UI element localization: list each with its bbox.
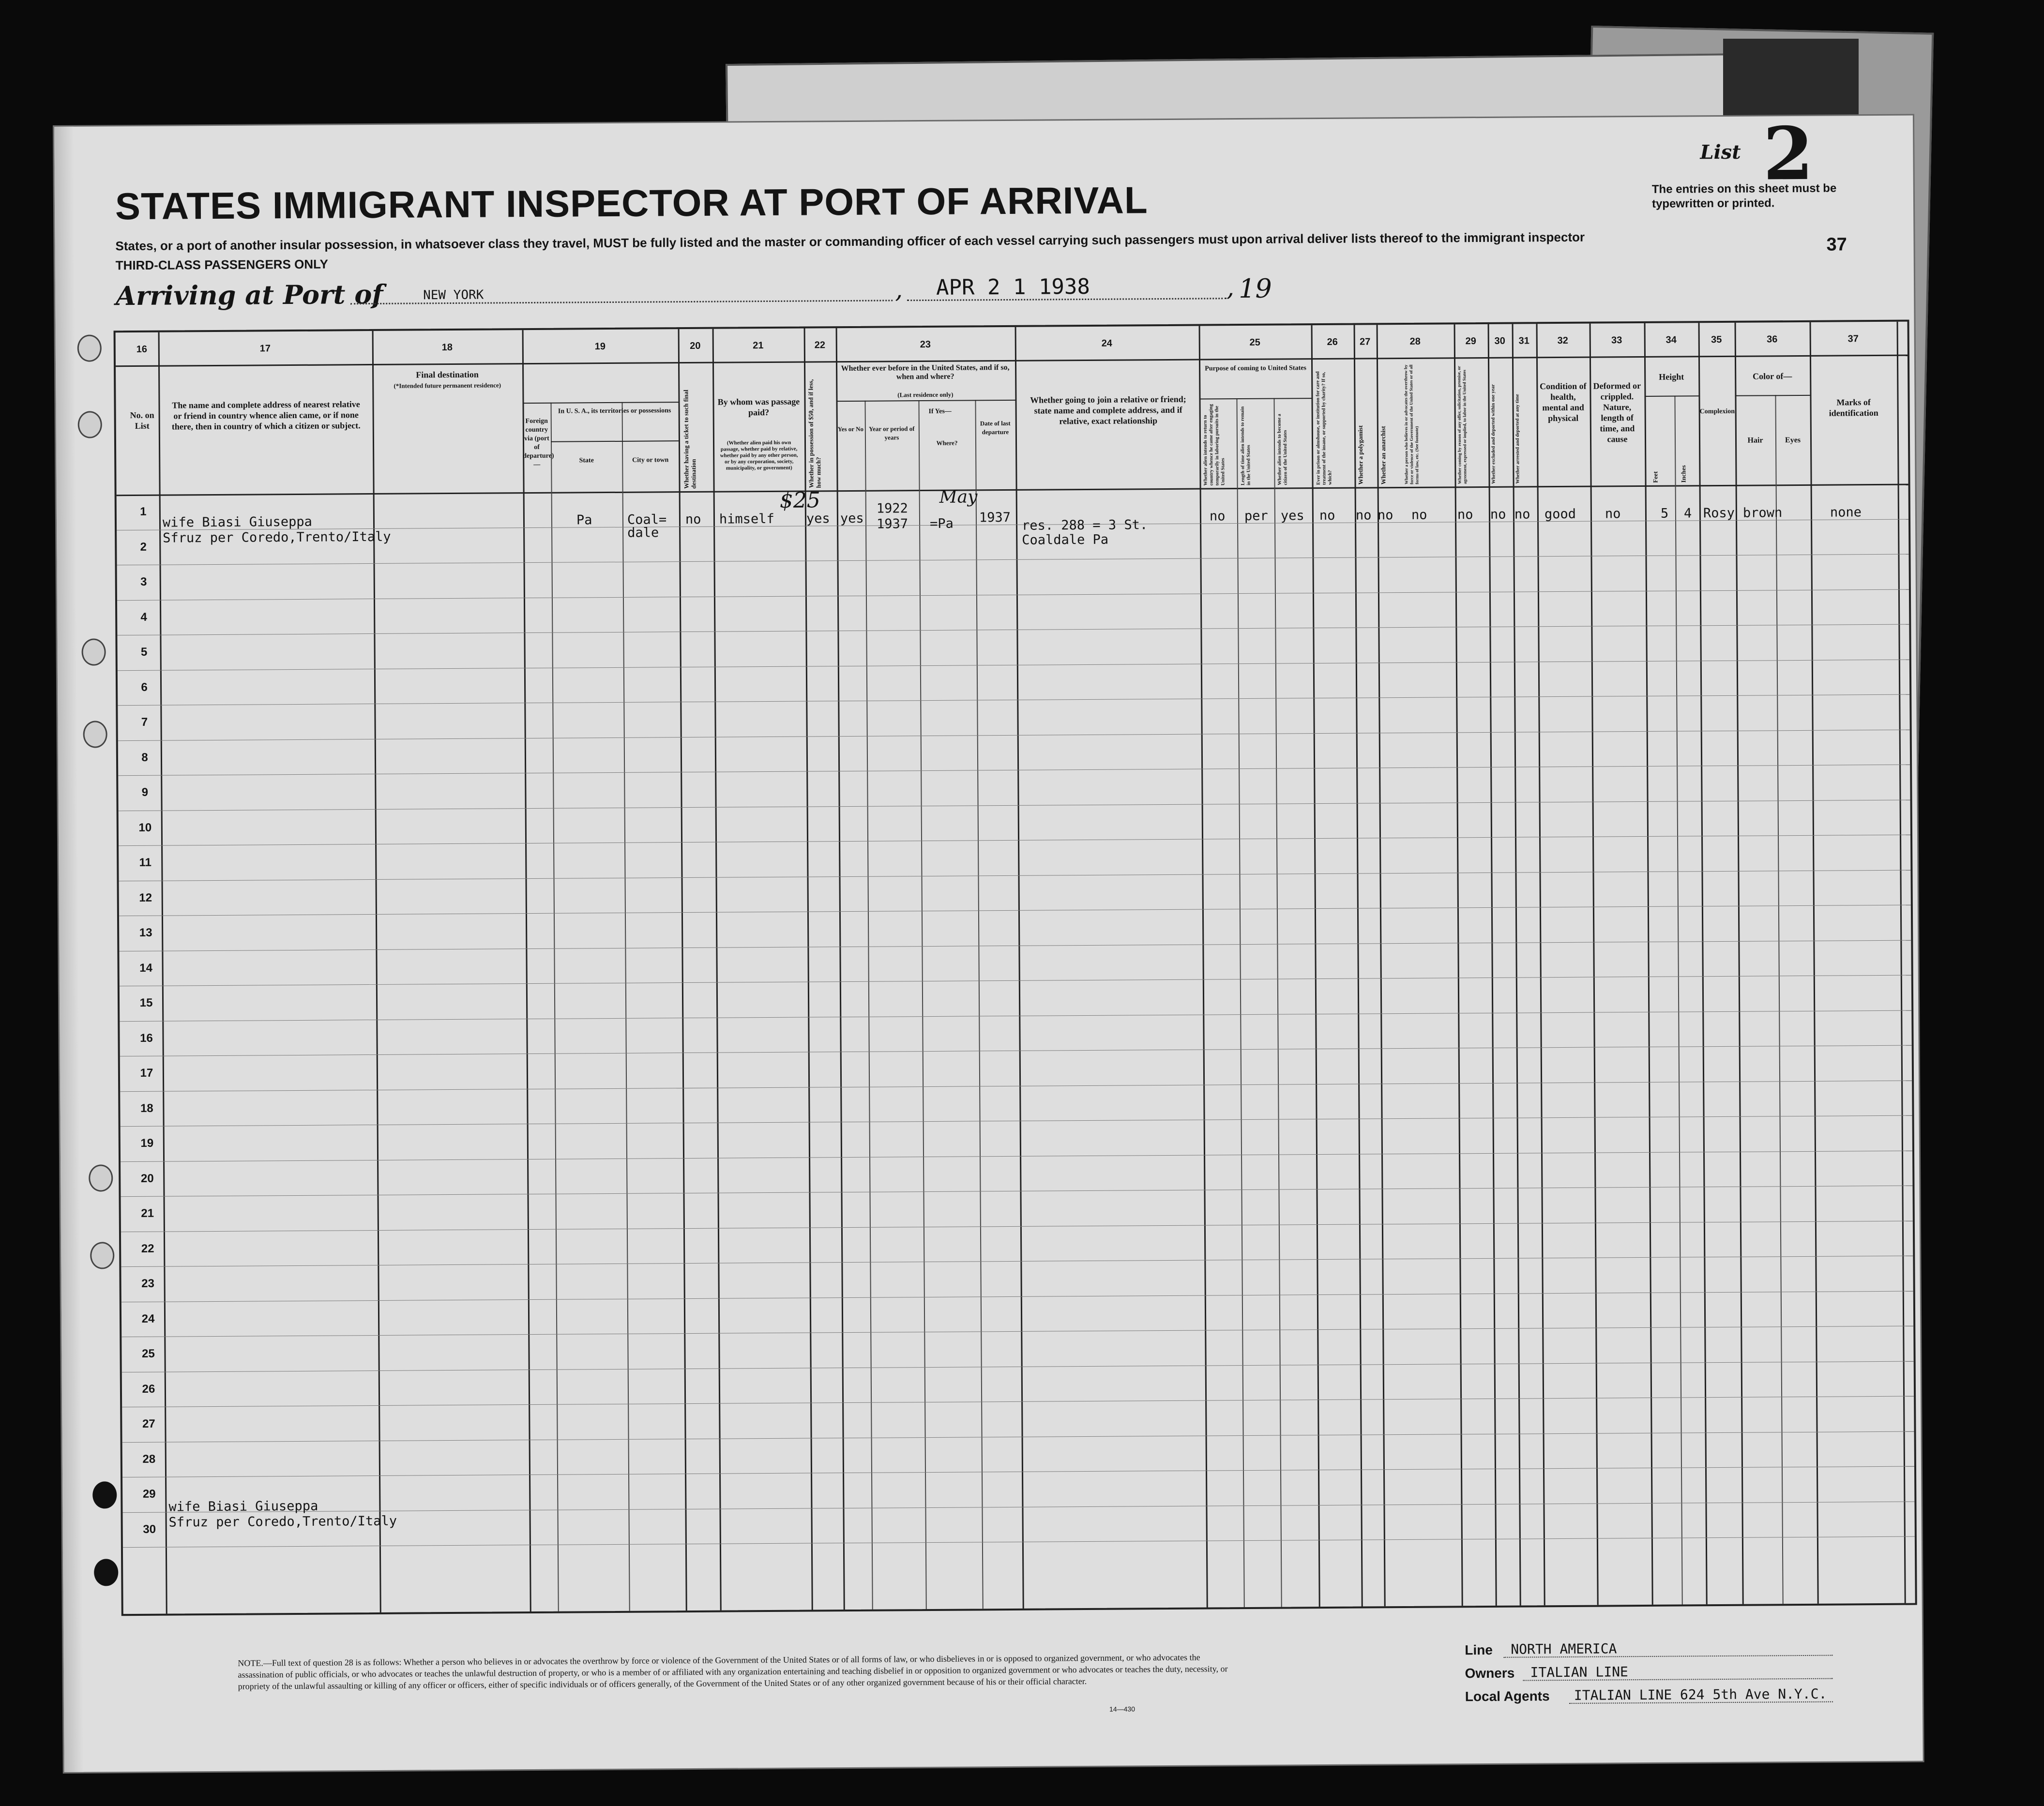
col-22-date: Date of last departure	[980, 419, 1011, 436]
table-row	[119, 870, 1911, 881]
entry-purpose-c: yes	[1280, 508, 1304, 524]
column-divider	[1199, 326, 1208, 1608]
instruction-text: States, or a port of another insular possession, in whatsoever class they travel, MUST be fully listed and the master or commanding officer of each vessel carrying such passengers must upon arrival deliver lists thereof to the immigrant inspector	[115, 229, 1585, 254]
table-row	[118, 694, 1909, 706]
entry-anarchist: no	[1377, 508, 1393, 523]
col-36-title: Color of—	[1753, 371, 1792, 381]
punch-hole	[81, 638, 106, 665]
row-number: 23	[141, 1277, 155, 1290]
column-divider	[372, 331, 381, 1612]
row-number: 28	[142, 1452, 156, 1466]
column-number: 29	[1465, 336, 1476, 347]
column-number: 30	[1494, 335, 1505, 346]
column-number: 37	[1847, 333, 1859, 345]
row-number: 12	[139, 891, 152, 904]
col-31-header: Whether arrested and deported at any time	[1514, 394, 1521, 484]
manifest-sheet	[54, 111, 1923, 1772]
col-20-subtitle: (Whether alien paid his own passage, whether paid by relative, whether paid by any other person, or by any corporation, society, municipality, or government)	[720, 439, 798, 471]
agents-label: Local Agents	[1465, 1688, 1550, 1704]
table-row	[121, 1256, 1913, 1267]
row-number: 9	[141, 785, 149, 799]
table-row	[117, 589, 1909, 601]
table-row	[122, 1498, 1914, 1515]
row-number: 25	[142, 1347, 155, 1360]
table-row	[123, 1536, 1915, 1548]
col-24-b: Length of time alien intends to remain in the United States	[1240, 406, 1252, 486]
table-row	[122, 1431, 1914, 1443]
row-number: 1	[140, 505, 147, 518]
line-label: Line	[1465, 1642, 1493, 1658]
list-number: 2	[1762, 111, 1814, 197]
port-value: NEW YORK	[423, 287, 484, 303]
column-divider	[864, 401, 873, 1610]
entry-years: 1922	[876, 501, 908, 516]
row-number: 29	[142, 1487, 156, 1501]
sheet-edge	[54, 127, 84, 1772]
column-divider	[918, 400, 926, 1609]
owners-label: Owners	[1465, 1665, 1515, 1681]
column-number: 20	[690, 340, 701, 351]
column-number: 34	[1665, 334, 1677, 346]
table-row	[121, 1291, 1913, 1302]
column-divider	[550, 403, 559, 1611]
comma: ,	[894, 275, 903, 304]
column-number: 31	[1518, 335, 1529, 346]
entry-where: =Pa	[929, 516, 954, 531]
table-row	[120, 1010, 1911, 1022]
row-number: 27	[142, 1417, 155, 1430]
table-row	[122, 1361, 1914, 1372]
list-note: The entries on this sheet must be typewritten or printed.	[1651, 181, 1837, 211]
column-divider	[522, 330, 531, 1611]
year-prefix: 19	[1238, 273, 1272, 304]
col-37-header: Marks of identification	[1829, 397, 1878, 418]
row-number: 26	[142, 1382, 155, 1396]
entry-city: Coal=	[627, 512, 667, 527]
column-number: 24	[1101, 338, 1112, 349]
entry-purpose-a: no	[1209, 509, 1226, 524]
entry-deformed: no	[1605, 506, 1621, 522]
table-row	[121, 1115, 1912, 1127]
header-bottom	[117, 484, 1908, 497]
entry-polygamist: no	[1355, 508, 1372, 523]
row-number: 17	[140, 1066, 153, 1080]
col-26-header: Whether a polygamist	[1356, 425, 1364, 485]
column-number: 26	[1327, 336, 1338, 347]
column-number: 27	[1360, 336, 1371, 347]
column-number: 32	[1557, 335, 1568, 346]
col-34-feet: Feet	[1651, 471, 1659, 483]
column-divider	[1590, 324, 1599, 1605]
entry-joining: Coaldale Pa	[1022, 532, 1109, 548]
entry-complexion: Rosy	[1703, 505, 1735, 521]
line-value: NORTH AMERICA	[1511, 1640, 1617, 1657]
col-23-header: Whether going to join a relative or friend; state name and complete address, and if relative, exact relationship	[1030, 394, 1186, 426]
table-row	[121, 1150, 1912, 1162]
row-number: 7	[141, 715, 148, 729]
entry-q30: no	[1490, 507, 1506, 522]
subheader-line	[523, 402, 679, 404]
table-row	[117, 519, 1908, 530]
table-row	[120, 1045, 1912, 1057]
owners-value: ITALIAN LINE	[1530, 1664, 1628, 1681]
col-19-header: Whether having a ticket to such final destination	[682, 390, 697, 489]
column-divider	[1735, 323, 1744, 1604]
entry-paid-by: himself	[719, 511, 774, 527]
column-number: 16	[136, 344, 148, 355]
row-number: 16	[140, 1031, 153, 1045]
table-row	[117, 554, 1909, 566]
column-number: 36	[1767, 334, 1778, 345]
table-row	[119, 905, 1911, 917]
table-row	[119, 799, 1910, 811]
punch-hole	[94, 1559, 118, 1586]
table-row	[118, 729, 1910, 741]
col-22-yesno: Yes or No	[837, 425, 863, 433]
table-row	[121, 1326, 1913, 1338]
column-divider	[621, 402, 630, 1611]
arriving-label: Arriving at Port of	[115, 278, 383, 312]
entry-feet: 5	[1660, 506, 1669, 521]
column-divider	[1775, 395, 1783, 1604]
entry-ticket: no	[685, 512, 701, 527]
punch-hole	[90, 1242, 114, 1269]
row-number: 19	[140, 1136, 154, 1150]
row-number: 20	[140, 1172, 154, 1185]
table-row	[119, 835, 1910, 846]
col-22-years: Year or period of years	[869, 425, 915, 441]
table-row	[121, 1186, 1913, 1197]
row-number: 2	[140, 540, 147, 554]
column-number: 19	[594, 341, 606, 352]
column-number: 17	[259, 343, 271, 354]
header-divider	[116, 355, 1908, 367]
column-number: 21	[753, 340, 764, 351]
table-row	[117, 624, 1909, 636]
entry-before-us: yes	[840, 511, 864, 527]
col-36-eyes: Eyes	[1785, 436, 1801, 445]
entry-years: 1937	[876, 516, 908, 532]
table-row	[119, 940, 1911, 951]
table-row	[120, 1080, 1912, 1092]
column-divider	[1536, 324, 1545, 1605]
col-18-foreign: Foreign country via (port of departure)—	[523, 417, 554, 468]
col-30-header: Whether excluded and deported within one year	[1490, 384, 1497, 484]
row-number: 13	[139, 926, 152, 939]
entry-city: dale	[627, 525, 659, 541]
entry-hair: brown	[1742, 505, 1783, 521]
row-number: 8	[141, 751, 148, 764]
column-number: 18	[441, 342, 453, 353]
column-divider	[1273, 398, 1282, 1607]
entry-state: Pa	[576, 512, 592, 528]
table-row	[118, 659, 1909, 671]
row-number: 14	[139, 961, 153, 975]
entry-money-handwritten: $25	[779, 488, 820, 513]
row-number: 15	[139, 996, 153, 1009]
col-18-city: City or town	[632, 456, 669, 464]
list-label: List	[1700, 140, 1741, 164]
row-number: 24	[141, 1312, 155, 1325]
column-divider	[1236, 398, 1244, 1607]
subheader-line	[836, 400, 1015, 402]
punch-hole	[89, 1164, 113, 1191]
col-24-a: Whether alien intends to return to country whence he came after engaging temporarily in laboring pursuits in the United States	[1202, 404, 1226, 486]
col-18-state: State	[579, 457, 594, 465]
col-24-title: Purpose of coming to United States	[1205, 364, 1306, 373]
subheader-line	[1735, 395, 1810, 396]
page-number: 37	[1826, 234, 1847, 255]
column-number: 28	[1409, 336, 1421, 347]
col-35-header: Complexion	[1699, 407, 1735, 416]
table-row	[122, 1396, 1914, 1408]
entry-inches: 4	[1683, 506, 1692, 521]
entry-purpose-b: per	[1244, 508, 1268, 524]
entry-address: Sfruz per Coredo,Trento/Italy	[168, 1513, 397, 1530]
column-number: 23	[920, 339, 931, 350]
arrival-date-stamp: APR 2 1 1938	[936, 274, 1090, 300]
entry-prison: no	[1319, 508, 1335, 524]
col-18-usa: In U. S. A., its territories or possessions	[558, 407, 671, 415]
col-16-header: No. on List	[130, 410, 154, 431]
col-25-header: Ever in prison or almshouse, or institution for care and treatment of the insane, or supported by charity? If so, which?	[1315, 371, 1333, 485]
row-number: 22	[141, 1242, 154, 1255]
col-34-title: Height	[1659, 372, 1684, 382]
entry-address: Sfruz per Coredo,Trento/Italy	[163, 529, 391, 546]
col-22-subtitle: (Last residence only)	[897, 391, 954, 399]
col-34-inches: Inches	[1680, 465, 1687, 483]
punch-hole	[83, 721, 107, 748]
column-divider	[1644, 323, 1653, 1605]
column-number: 22	[814, 340, 825, 351]
column-divider	[1810, 322, 1819, 1604]
col-33-header: Deformed or crippled. Nature, length of time, and cause	[1593, 380, 1641, 444]
col-18-title: Final destination	[416, 369, 479, 380]
subheader-line	[1199, 398, 1311, 399]
table-row	[118, 765, 1910, 776]
column-number: 33	[1611, 335, 1622, 346]
col-17-header: The name and complete address of nearest relative or friend in country whence alien came, or if none there, then in country of which a citizen or subject.	[171, 399, 361, 432]
col-32-header: Condition of health, mental and physical	[1540, 381, 1587, 423]
table-row	[122, 1466, 1914, 1478]
col-22-where: Where?	[936, 439, 958, 447]
footnote: NOTE.—Full text of question 28 is as follows: Whether a person who believes in or advocates the overthrow by force or violence of the Government of the United States or of all forms of law, or who disbelieves in or is opposed to organized government, or who advocates the assassination of public officials, or who advocates or teaches the unlawful destruction of property, or who is a member of or affiliated with any organization entertaining and teaching disbelief in or opposition to organized government or who advocates or teaches the duty, necessity, or propriety of the unlawful assaulting or killing of any officer or officers, either of specific individuals or of officers generally, of the Government of the United States or of any other organized government because of his or their official character.	[238, 1652, 1228, 1691]
subheader-line	[1644, 395, 1698, 397]
entry-where-handwritten: May	[939, 487, 978, 507]
subheader-line	[551, 440, 679, 442]
col-29-header: Whether coming by reason of any offer, solicitation, promise, or agreement, expressed or implied, to labor in the United States	[1456, 366, 1468, 484]
form-number: 14—430	[1109, 1705, 1135, 1713]
col-36-hair: Hair	[1747, 436, 1763, 445]
row-number: 30	[143, 1522, 156, 1536]
column-divider	[975, 400, 983, 1609]
column-number: 35	[1711, 334, 1722, 346]
entry-relative: wife Biasi Giuseppa	[168, 1498, 318, 1515]
agents-value: ITALIAN LINE 624 5th Ave N.Y.C.	[1574, 1686, 1827, 1703]
col-27-header: Whether an anarchist	[1379, 426, 1387, 485]
col-20-title: By whom was passage paid?	[717, 396, 800, 418]
entry-q28: no	[1411, 507, 1427, 523]
column-divider	[1897, 322, 1906, 1603]
row-number: 3	[140, 575, 147, 588]
row-number: 4	[140, 610, 147, 624]
entry-q31: no	[1514, 507, 1530, 522]
entry-money: yes	[806, 511, 830, 527]
col-21-header: Whether in possession of $50, and if less, how much?	[807, 379, 822, 488]
punch-hole	[78, 411, 102, 438]
punch-hole	[92, 1481, 117, 1508]
table-row	[120, 975, 1911, 987]
punch-hole	[77, 334, 102, 361]
col-22-ifyes: If Yes—	[928, 407, 952, 415]
entry-last-departure: 1937	[979, 510, 1011, 526]
manifest-table	[114, 320, 1917, 1616]
entry-health: good	[1544, 506, 1576, 522]
col-28-header: Whether a person who believes in or advocates the overthrow by force or violence of the Government of the United States or of all forms of law, etc. (See footnote)	[1403, 364, 1420, 484]
entry-q29: no	[1457, 507, 1473, 523]
entry-joining: res. 288 = 3 St.	[1021, 517, 1148, 533]
row-number: 21	[141, 1206, 154, 1220]
entry-marks: none	[1830, 505, 1862, 520]
col-24-c: Whether alien intends to become a citizen of the United States	[1276, 414, 1288, 485]
column-divider	[1674, 396, 1682, 1605]
comma: ,	[1226, 273, 1235, 302]
row-number: 6	[141, 680, 148, 694]
table-row	[121, 1220, 1913, 1232]
col-18-subtitle: (*Intended future permanent residence)	[394, 381, 501, 390]
row-number: 11	[139, 856, 152, 869]
row-number: 5	[140, 645, 148, 659]
row-number: 18	[140, 1101, 153, 1115]
row-number: 10	[138, 821, 152, 834]
column-divider	[1311, 325, 1320, 1607]
page-title: STATES IMMIGRANT INSPECTOR AT PORT OF ARRIVAL	[115, 179, 1148, 228]
entry-relative: wife Biasi Giuseppa	[162, 514, 312, 530]
column-number: 25	[1249, 337, 1260, 348]
col-22-title: Whether ever before in the United States, and if so, when and where?	[841, 363, 1010, 381]
class-line: THIRD-CLASS PASSENGERS ONLY	[115, 256, 329, 273]
